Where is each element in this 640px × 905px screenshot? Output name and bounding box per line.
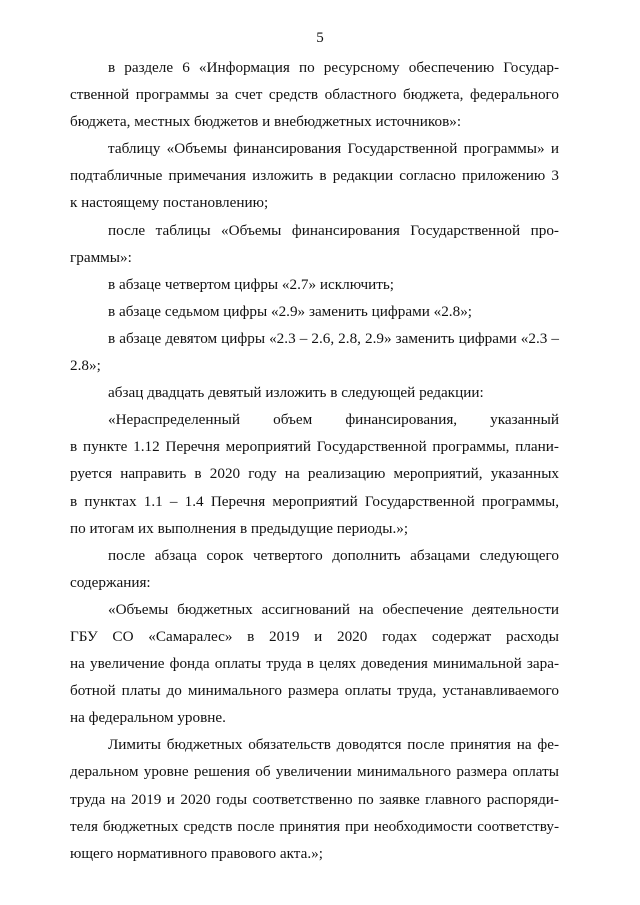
text-line: после таблицы «Объемы финансирования Государственной про- <box>108 221 559 239</box>
text-line: в пунктах 1.1 – 1.4 Перечня мероприятий Государственной программы, <box>70 492 559 510</box>
text-line: в разделе 6 «Информация по ресурсному обеспечению Государ- <box>108 59 559 76</box>
page-number: 5 <box>316 30 324 46</box>
text-line: в абзаце четвертом цифры «2.7» исключить; <box>108 275 395 293</box>
text-line: ботной платы до минимального размера оплаты труда, устанавливаемого <box>70 682 559 700</box>
text-line: на увеличение фонда оплаты труда в целях доведения минимальной зара- <box>70 655 559 673</box>
text-line: в абзаце девятом цифры «2.3 – 2.6, 2.8, 2.9» заменить цифрами «2.3 – <box>108 329 559 347</box>
text-line: после абзаца сорок четвертого дополнить абзацами следующего <box>108 546 559 564</box>
text-line: ГБУ СО «Самаралес» в 2019 и 2020 годах содержат расходы <box>70 627 559 645</box>
text-line: 2.8»; <box>70 357 101 375</box>
text-line: на федеральном уровне. <box>70 709 226 727</box>
document-body <box>70 54 559 867</box>
text-line: в абзаце седьмом цифры «2.9» заменить цифрами «2.8»; <box>108 302 473 320</box>
text-line: по итогам их выполнения в предыдущие периоды.»; <box>70 519 409 537</box>
text-line: подтабличные примечания изложить в редакции согласно приложению 3 <box>70 167 559 185</box>
text-line: ющего нормативного правового акта.»; <box>70 844 323 862</box>
text-line: бюджета, местных бюджетов и внебюджетных источников»: <box>70 113 462 131</box>
text-line: граммы»: <box>70 248 132 266</box>
text-line: к настоящему постановлению; <box>70 194 269 212</box>
text-line: «Объемы бюджетных ассигнований на обеспечение деятельности <box>108 600 559 618</box>
text-line: руется направить в 2020 году на реализацию мероприятий, указанных <box>70 465 559 483</box>
text-line: содержания: <box>70 573 151 591</box>
text-line: деральном уровне решения об увеличении минимального размера оплаты <box>70 763 559 781</box>
text-line: таблицу «Объемы финансирования Государственной программы» и <box>108 140 559 158</box>
text-line: Лимиты бюджетных обязательств доводятся после принятия на фе- <box>108 736 559 754</box>
text-line: «Нераспределенный объем финансирования, указанный <box>108 411 559 429</box>
text-line: теля бюджетных средств после принятия при необходимости соответству- <box>70 817 559 835</box>
text-line: труда на 2019 и 2020 годы соответственно по заявке главного распоряди- <box>70 790 559 808</box>
text-line: абзац двадцать девятый изложить в следующей редакции: <box>108 384 484 402</box>
text-line: ственной программы за счет средств областного бюджета, федерального <box>70 86 559 104</box>
text-line: в пункте 1.12 Перечня мероприятий Государственной программы, плани- <box>70 438 559 456</box>
